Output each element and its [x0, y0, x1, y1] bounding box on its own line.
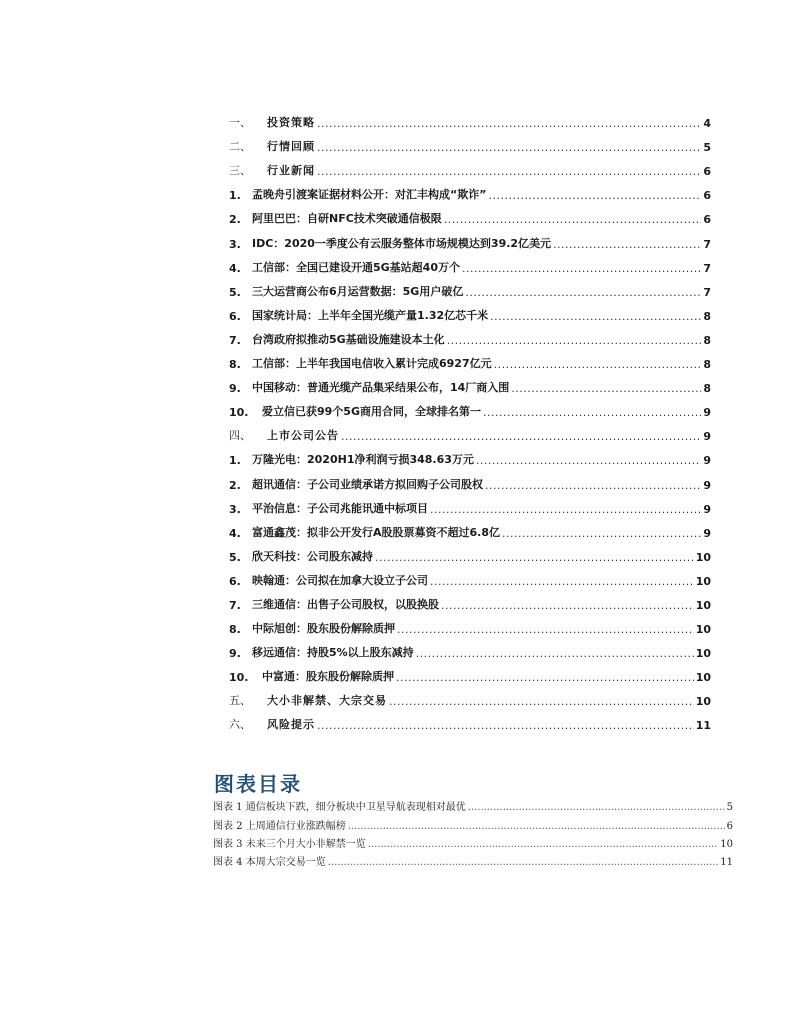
leader-dots	[317, 165, 701, 178]
toc-entry[interactable]	[229, 226, 711, 250]
toc-entry[interactable]	[229, 516, 711, 540]
toc-page[interactable]: 8	[703, 358, 711, 372]
toc-title[interactable]: 中富通：股东股份解除质押	[262, 670, 394, 684]
leader-dots	[468, 802, 725, 813]
toc-number: 9.	[229, 647, 241, 661]
leader-dots	[430, 575, 694, 588]
leader-dots	[485, 479, 701, 492]
toc-title[interactable]: 三大运营商公布6月运营数据：5G用户破亿	[252, 284, 464, 298]
figure-entry[interactable]	[213, 832, 733, 850]
toc-entry[interactable]	[229, 178, 711, 202]
toc-page[interactable]: 4	[703, 117, 711, 131]
toc-number: 8.	[229, 623, 241, 637]
toc-page[interactable]: 10	[695, 695, 711, 709]
leader-dots	[348, 821, 725, 832]
leader-dots	[447, 334, 702, 347]
toc-number: 四、	[229, 429, 251, 443]
toc-page[interactable]: 6	[703, 165, 711, 179]
toc-number: 7.	[229, 333, 241, 347]
toc-title[interactable]: IDC：2020一季度公有云服务整体市场规模达到39.2亿美元	[252, 236, 552, 250]
toc-number: 4.	[229, 261, 241, 275]
toc-title[interactable]: 平治信息：子公司兆能讯通中标项目	[252, 501, 428, 515]
toc-number: 3.	[229, 237, 241, 251]
leader-dots	[368, 839, 719, 850]
toc-title[interactable]: 上市公司公告	[267, 429, 339, 443]
leader-dots	[317, 141, 701, 154]
toc-number: 3.	[229, 502, 241, 516]
leader-dots	[444, 213, 702, 226]
leader-dots	[341, 430, 701, 443]
toc-title[interactable]: 投资策略	[267, 116, 315, 130]
toc-number: 4.	[229, 526, 241, 540]
toc-entry[interactable]	[229, 540, 711, 564]
toc-entry[interactable]	[229, 467, 711, 491]
toc-page[interactable]: 8	[703, 382, 711, 396]
toc-entry[interactable]	[229, 660, 711, 684]
leader-dots	[317, 719, 694, 732]
toc-page[interactable]: 10	[695, 598, 711, 612]
toc-number: 1.	[229, 189, 241, 203]
toc-entry[interactable]	[229, 275, 711, 299]
table-of-contents	[229, 106, 711, 732]
toc-number: 5.	[229, 550, 241, 564]
toc-entry[interactable]	[229, 371, 711, 395]
toc-number: 6.	[229, 309, 241, 323]
leader-dots	[430, 503, 701, 516]
toc-title[interactable]: 欣天科技：公司股东减持	[252, 549, 373, 563]
toc-page[interactable]: 10	[695, 647, 711, 661]
toc-number: 2.	[229, 213, 241, 227]
toc-title[interactable]: 大小非解禁、大宗交易	[267, 694, 387, 708]
toc-page[interactable]: 9	[703, 430, 711, 444]
leader-dots	[465, 286, 701, 299]
leader-dots	[553, 238, 701, 251]
toc-page[interactable]: 9	[703, 526, 711, 540]
toc-title[interactable]: 国家统计局：上半年全国光缆产量1.32亿芯千米	[252, 308, 489, 322]
toc-number: 10.	[229, 671, 249, 685]
toc-page[interactable]: 10	[695, 574, 711, 588]
toc-number: 9.	[229, 382, 241, 396]
toc-page[interactable]: 8	[703, 333, 711, 347]
toc-title[interactable]: 万隆光电：2020H1净利润亏损348.63万元	[252, 453, 474, 467]
toc-number: 6.	[229, 574, 241, 588]
toc-entry[interactable]	[229, 636, 711, 660]
toc-number: 1.	[229, 454, 241, 468]
toc-page[interactable]: 11	[695, 719, 711, 733]
toc-title[interactable]: 台湾政府拟推动5G基础设施建设本土化	[252, 332, 445, 346]
toc-title[interactable]: 工信部：全国已建设开通5G基站超40万个	[252, 260, 460, 274]
toc-entry[interactable]	[229, 419, 711, 443]
toc-title[interactable]: 移远通信：持股5%以上股东减持	[252, 646, 414, 660]
leader-dots	[416, 647, 694, 660]
figure-title[interactable]: 图表 4 本周大宗交易一览	[213, 857, 326, 869]
toc-entry[interactable]	[229, 684, 711, 708]
leader-dots	[328, 857, 719, 868]
toc-page[interactable]: 7	[703, 285, 711, 299]
toc-title[interactable]: 三维通信：出售子公司股权，以股换股	[252, 597, 439, 611]
toc-title[interactable]: 中国移动：普通光缆产品集采结果公布，14厂商入围	[252, 381, 510, 395]
toc-title[interactable]: 中际旭创：股东股份解除质押	[252, 622, 395, 636]
leader-dots	[488, 189, 701, 202]
toc-entry[interactable]	[229, 588, 711, 612]
leader-dots	[397, 623, 694, 636]
toc-number: 7.	[229, 598, 241, 612]
toc-title[interactable]: 工信部：上半年我国电信收入累计完成6927亿元	[252, 357, 492, 371]
toc-entry[interactable]	[229, 323, 711, 347]
leader-dots	[494, 358, 702, 371]
leader-dots	[502, 527, 701, 540]
toc-entry[interactable]	[229, 492, 711, 516]
toc-page[interactable]: 10	[695, 623, 711, 637]
toc-number: 二、	[229, 140, 251, 154]
leader-dots	[317, 117, 701, 130]
figure-title[interactable]: 图表 3 未来三个月大小非解禁一览	[213, 838, 366, 850]
toc-entry[interactable]	[229, 395, 711, 419]
toc-entry[interactable]	[229, 130, 711, 154]
leader-dots	[462, 262, 701, 275]
toc-title[interactable]: 超讯通信：子公司业绩承诺方拟回购子公司股权	[252, 477, 483, 491]
toc-page[interactable]: 9	[703, 478, 711, 492]
leader-dots	[441, 599, 694, 612]
figure-entry[interactable]	[213, 850, 733, 868]
toc-entry[interactable]	[229, 251, 711, 275]
toc-page[interactable]: 8	[703, 309, 711, 323]
toc-number: 五、	[229, 694, 251, 708]
toc-title[interactable]: 爱立信已获99个5G商用合同，全球排名第一	[262, 405, 481, 419]
toc-number: 5.	[229, 285, 241, 299]
toc-title[interactable]: 风险提示	[267, 718, 315, 732]
leader-dots	[396, 671, 694, 684]
toc-entry[interactable]	[229, 612, 711, 636]
toc-title[interactable]: 富通鑫茂：拟非公开发行A股股票募资不超过6.8亿	[252, 525, 500, 539]
toc-number: 三、	[229, 164, 251, 178]
toc-title[interactable]: 映翰通：公司拟在加拿大设立子公司	[252, 573, 428, 587]
toc-entry[interactable]	[229, 708, 711, 732]
figure-list-heading: 图表目录	[214, 772, 302, 796]
leader-dots	[476, 454, 701, 467]
toc-entry[interactable]	[229, 347, 711, 371]
figure-entry[interactable]	[213, 795, 733, 813]
toc-page[interactable]: 9	[703, 454, 711, 468]
leader-dots	[490, 310, 701, 323]
figure-page[interactable]: 11	[720, 857, 733, 869]
figure-page[interactable]: 5	[726, 802, 733, 814]
toc-title[interactable]: 阿里巴巴：自研NFC技术突破通信极限	[252, 212, 442, 226]
toc-page[interactable]: 5	[703, 141, 711, 155]
toc-entry[interactable]	[229, 299, 711, 323]
toc-number: 一、	[229, 116, 251, 130]
toc-title[interactable]: 孟晚舟引渡案证据材料公开：对汇丰构成“欺诈”	[252, 188, 487, 202]
toc-title[interactable]: 行情回顾	[267, 140, 315, 154]
leader-dots	[389, 695, 694, 708]
toc-page[interactable]: 10	[695, 550, 711, 564]
toc-page[interactable]: 6	[703, 213, 711, 227]
toc-page[interactable]: 7	[703, 237, 711, 251]
toc-number: 8.	[229, 358, 241, 372]
toc-page[interactable]: 9	[703, 502, 711, 516]
toc-page[interactable]: 7	[703, 261, 711, 275]
toc-entry[interactable]	[229, 202, 711, 226]
figure-title[interactable]: 图表 1 通信板块下跌，细分板块中卫星导航表现相对最优	[213, 802, 466, 814]
toc-entry[interactable]	[229, 443, 711, 467]
toc-number: 六、	[229, 718, 251, 732]
toc-page[interactable]: 6	[703, 189, 711, 203]
figure-page[interactable]: 6	[726, 820, 733, 832]
leader-dots	[483, 406, 701, 419]
figure-page[interactable]: 10	[720, 838, 733, 850]
toc-page[interactable]: 10	[695, 671, 711, 685]
toc-number: 10.	[229, 406, 249, 420]
toc-entry[interactable]	[229, 154, 711, 178]
figure-entry[interactable]	[213, 813, 733, 831]
figure-title[interactable]: 图表 2 上周通信行业涨跌幅榜	[213, 820, 346, 832]
leader-dots	[511, 382, 701, 395]
toc-entry[interactable]	[229, 106, 711, 130]
leader-dots	[375, 551, 694, 564]
toc-number: 2.	[229, 478, 241, 492]
toc-page[interactable]: 9	[703, 406, 711, 420]
toc-title[interactable]: 行业新闻	[267, 164, 315, 178]
figure-list	[213, 795, 733, 868]
toc-entry[interactable]	[229, 564, 711, 588]
